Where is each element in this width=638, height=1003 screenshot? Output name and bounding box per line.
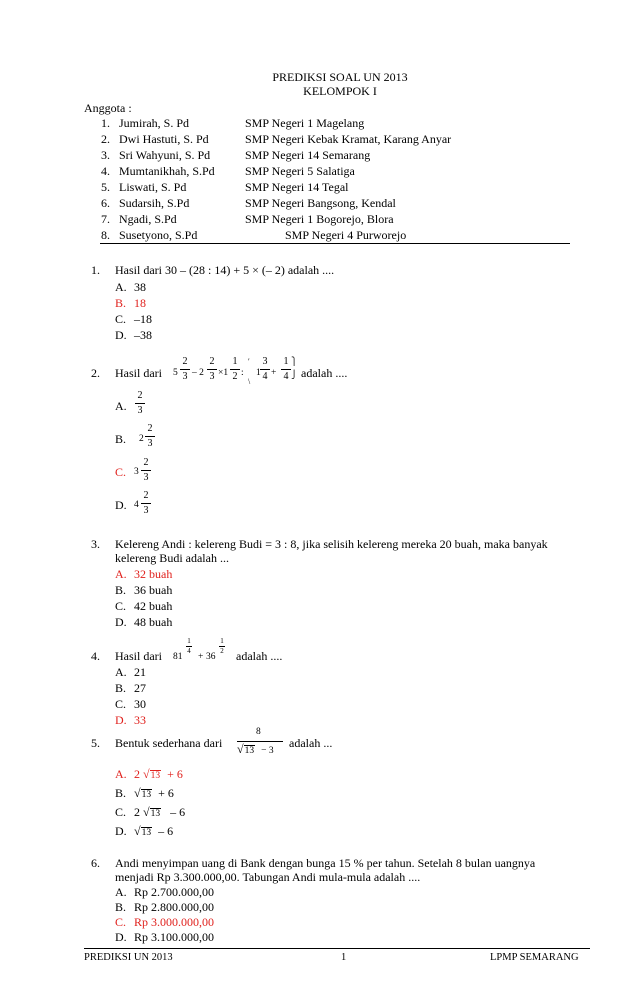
page-number: 1	[341, 952, 347, 963]
member-no: 1.	[101, 116, 110, 130]
option-fraction: 2 3	[135, 391, 145, 416]
question-tail: adalah ...	[289, 736, 333, 750]
option-text: Rp 2.700.000,00	[134, 885, 215, 899]
question-text: Kelereng Andi : kelereng Budi = 3 : 8, jika selisih kelereng mereka 20 buah, maka banyak	[115, 537, 548, 551]
option-expression: 2 √13 – 6	[134, 805, 186, 819]
option-letter: A.	[115, 767, 127, 781]
expr-fraction: 1 4	[281, 357, 291, 382]
option-letter: D.	[115, 498, 127, 512]
option-text: Rp 3.100.000,00	[134, 930, 215, 944]
option-letter: A.	[115, 567, 127, 581]
question-text: kelereng Budi adalah ...	[115, 551, 229, 565]
expr-whole: 1	[256, 368, 261, 378]
question-tail: adalah ....	[236, 649, 283, 663]
option-letter: B.	[115, 900, 127, 914]
question-tail: adalah ....	[301, 366, 348, 380]
option-letter: C.	[115, 805, 127, 819]
option-text: –18	[134, 312, 152, 326]
option-whole: 4	[134, 500, 139, 510]
member-school: SMP Negeri 1 Bogorejo, Blora	[245, 212, 394, 226]
member-name: Susetyono, S.Pd	[119, 228, 198, 242]
option-letter: B.	[115, 296, 127, 310]
option-letter: A.	[115, 399, 127, 413]
option-letter: D.	[115, 615, 127, 629]
question-lead: Bentuk sederhana dari	[115, 736, 223, 750]
footer-left: PREDIKSI UN 2013	[84, 952, 173, 963]
power-exponent: 1 4	[187, 637, 191, 655]
option-letter: C.	[115, 312, 127, 326]
question-text: Hasil dari 30 – (28 : 14) + 5 × (– 2) adalah ....	[115, 263, 335, 277]
power-exponent: 1 2	[220, 637, 224, 655]
expr-operator: :	[241, 368, 244, 378]
expr-operator: ×1	[218, 368, 229, 378]
member-name: Sudarsih, S.Pd	[119, 196, 190, 210]
question-lead: Hasil dari	[115, 366, 162, 380]
option-whole: 3	[134, 467, 139, 477]
option-letter: C.	[115, 915, 127, 929]
option-fraction: 2 3	[145, 424, 155, 449]
member-school: SMP Negeri 14 Semarang	[245, 148, 371, 162]
question-number: 4.	[91, 649, 100, 663]
option-letter: D.	[115, 713, 127, 727]
option-text: 42 buah	[134, 599, 173, 613]
member-school: SMP Negeri Kebak Kramat, Karang Anyar	[245, 132, 452, 146]
expr-operator: – 2	[192, 368, 204, 378]
member-school: SMP Negeri Bangsong, Kendal	[245, 196, 396, 210]
option-letter: D.	[115, 328, 127, 342]
option-letter: A.	[115, 665, 127, 679]
option-fraction: 2 3	[141, 458, 151, 483]
header-divider	[100, 243, 570, 244]
power-base: 81	[173, 652, 183, 662]
option-expression: √13 – 6	[134, 824, 174, 838]
fraction-denominator: √13 − 3	[237, 742, 274, 756]
question-lead: Hasil dari	[115, 649, 162, 663]
expr-fraction: 1 2	[230, 357, 240, 382]
option-text: 38	[134, 280, 146, 294]
footer-divider	[84, 948, 590, 949]
option-letter: D.	[115, 930, 127, 944]
page-subtitle: KELOMPOK I	[303, 84, 377, 98]
option-text: 21	[134, 665, 146, 679]
member-no: 4.	[101, 164, 110, 178]
member-no: 8.	[101, 228, 110, 242]
footer-right: LPMP SEMARANG	[490, 952, 579, 963]
option-letter: C.	[115, 599, 127, 613]
option-text: Rp 2.800.000,00	[134, 900, 215, 914]
power-base: 36	[206, 652, 216, 662]
member-school: SMP Negeri 4 Purworejo	[285, 228, 407, 242]
option-letter: B.	[115, 786, 127, 800]
member-no: 3.	[101, 148, 110, 162]
option-letter: A.	[115, 280, 127, 294]
option-whole: 2	[139, 434, 144, 444]
option-letter: B.	[115, 681, 127, 695]
option-text: 27	[134, 681, 146, 695]
fraction-numerator: 8	[256, 727, 261, 737]
power-operator: +	[198, 652, 204, 662]
option-fraction: 2 3	[141, 491, 151, 516]
expr-fraction: 2 3	[180, 357, 190, 382]
option-expression: √13 + 6	[134, 786, 174, 800]
expr-fraction: 3 4	[260, 357, 270, 382]
bracket-glyph: ′	[248, 357, 250, 366]
members-label: Anggota :	[84, 101, 132, 115]
option-letter: C.	[115, 465, 127, 479]
question-number: 5.	[91, 736, 100, 750]
member-no: 5.	[101, 180, 110, 194]
bracket-glyph: \	[248, 377, 251, 386]
page-title: PREDIKSI SOAL UN 2013	[272, 70, 408, 84]
expr-operator: +	[271, 368, 277, 378]
question-number: 6.	[91, 856, 100, 870]
member-no: 6.	[101, 196, 110, 210]
option-text: 48 buah	[134, 615, 173, 629]
bracket-glyph: ⎫	[291, 357, 297, 366]
member-school: SMP Negeri 14 Tegal	[245, 180, 349, 194]
member-no: 7.	[101, 212, 110, 226]
option-text-answer: 18	[134, 296, 146, 310]
question-number: 2.	[91, 366, 100, 380]
option-text: 36 buah	[134, 583, 173, 597]
question-text: Andi menyimpan uang di Bank dengan bunga 15 % per tahun. Setelah 8 bulan uangnya	[115, 856, 536, 870]
member-name: Mumtanikhah, S.Pd	[119, 164, 215, 178]
option-text: 30	[134, 697, 146, 711]
member-name: Ngadi, S.Pd	[119, 212, 177, 226]
option-letter: D.	[115, 824, 127, 838]
option-letter: B.	[115, 583, 127, 597]
expr-whole: 5	[173, 368, 178, 378]
question-text: menjadi Rp 3.300.000,00. Tabungan Andi mula-mula adalah ....	[115, 870, 421, 884]
option-expression-answer: 2 √13 + 6	[134, 767, 183, 781]
option-letter: C.	[115, 697, 127, 711]
option-letter: B.	[115, 432, 127, 446]
bracket-glyph: ⎭	[291, 370, 297, 379]
question-number: 1.	[91, 263, 100, 277]
question-number: 3.	[91, 537, 100, 551]
member-name: Dwi Hastuti, S. Pd	[119, 132, 209, 146]
option-text-answer: 32 buah	[134, 567, 173, 581]
member-name: Sri Wahyuni, S. Pd	[119, 148, 211, 162]
member-name: Jumirah, S. Pd	[119, 116, 190, 130]
member-school: SMP Negeri 1 Magelang	[245, 116, 365, 130]
member-name: Liswati, S. Pd	[119, 180, 187, 194]
expr-fraction: 2 3	[207, 357, 217, 382]
member-school: SMP Negeri 5 Salatiga	[245, 164, 355, 178]
option-text-answer: Rp 3.000.000,00	[134, 915, 215, 929]
member-no: 2.	[101, 132, 110, 146]
option-letter: A.	[115, 885, 127, 899]
option-text: –38	[134, 328, 152, 342]
option-text-answer: 33	[134, 713, 146, 727]
